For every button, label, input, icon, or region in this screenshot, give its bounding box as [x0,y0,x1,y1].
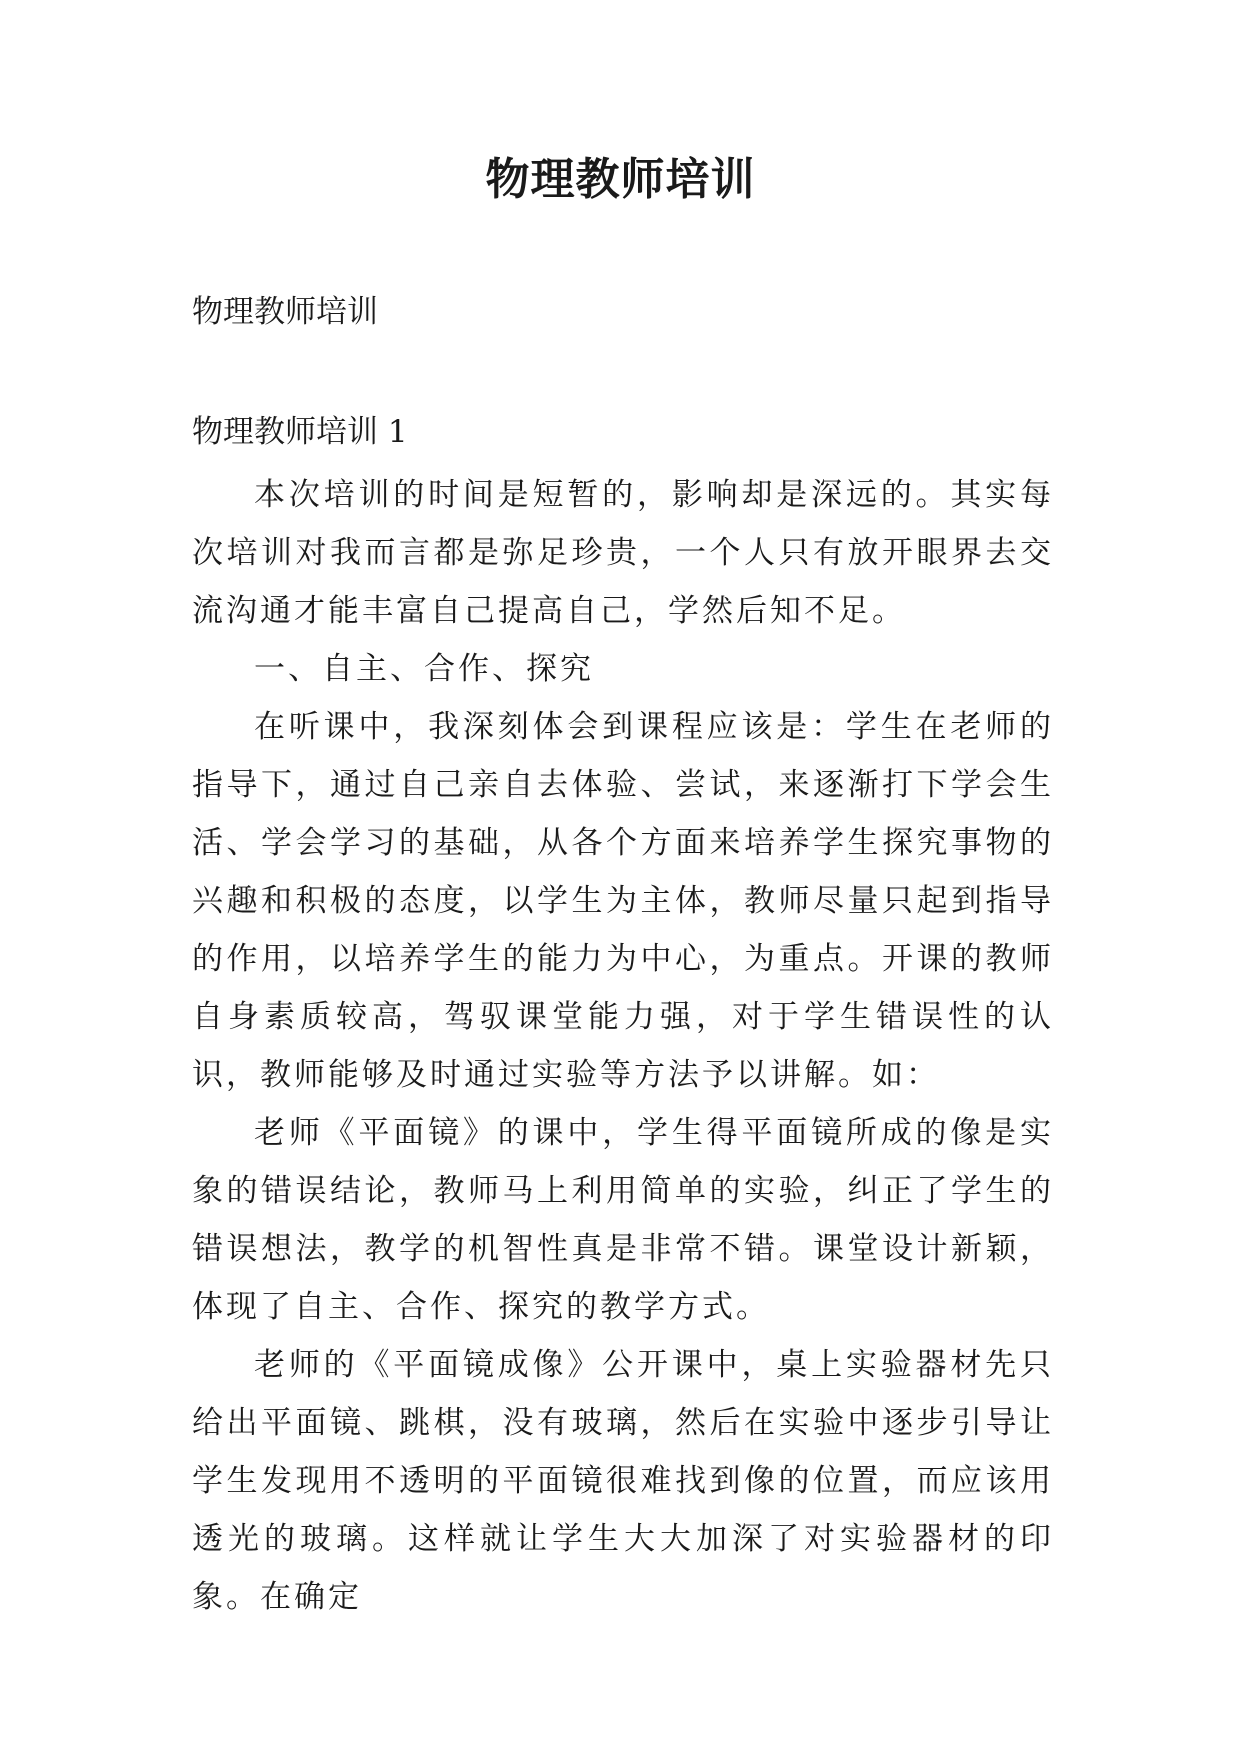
document-title: 物理教师培训 [485,154,756,205]
paragraph: 本次培训的时间是短暂的，影响却是深远的。其实每次培训对我而言都是弥足珍贵，一个人只有放开眼界去交流沟通才能丰富自己提高自己，学然后知不足。 [192,477,1054,629]
paragraph-heading: 一、自主、合作、探究 [254,651,594,687]
document-body [192,466,1054,1626]
section-heading: 物理教师培训 1 [192,414,408,450]
paragraph: 在听课中，我深刻体会到课程应该是：学生在老师的指导下，通过自己亲自去体验、尝试，来逐渐打下学会生活、学会学习的基础，从各个方面来培养学生探究事物的兴趣和积极的态度，以学生为主体，教师尽量只起到指导的作用，以培养学生的能力为中心，为重点。开课的教师自身素质较高，驾驭课堂能力强，对于学生错误性的认识，教师能够及时通过实验等方法予以讲解。如： [192,709,1054,1093]
paragraph: 老师《平面镜》的课中，学生得平面镜所成的像是实象的错误结论，教师马上利用简单的实验，纠正了学生的错误想法，教学的机智性真是非常不错。课堂设计新颖，体现了自主、合作、探究的教学方式。 [192,1115,1054,1325]
paragraph: 老师的《平面镜成像》公开课中，桌上实验器材先只给出平面镜、跳棋，没有玻璃，然后在实验中逐步引导让学生发现用不透明的平面镜很难找到像的位置，而应该用透光的玻璃。这样就让学生大大加深了对实验器材的印象。在确定 [192,1347,1054,1615]
document-subtitle: 物理教师培训 [192,294,378,330]
